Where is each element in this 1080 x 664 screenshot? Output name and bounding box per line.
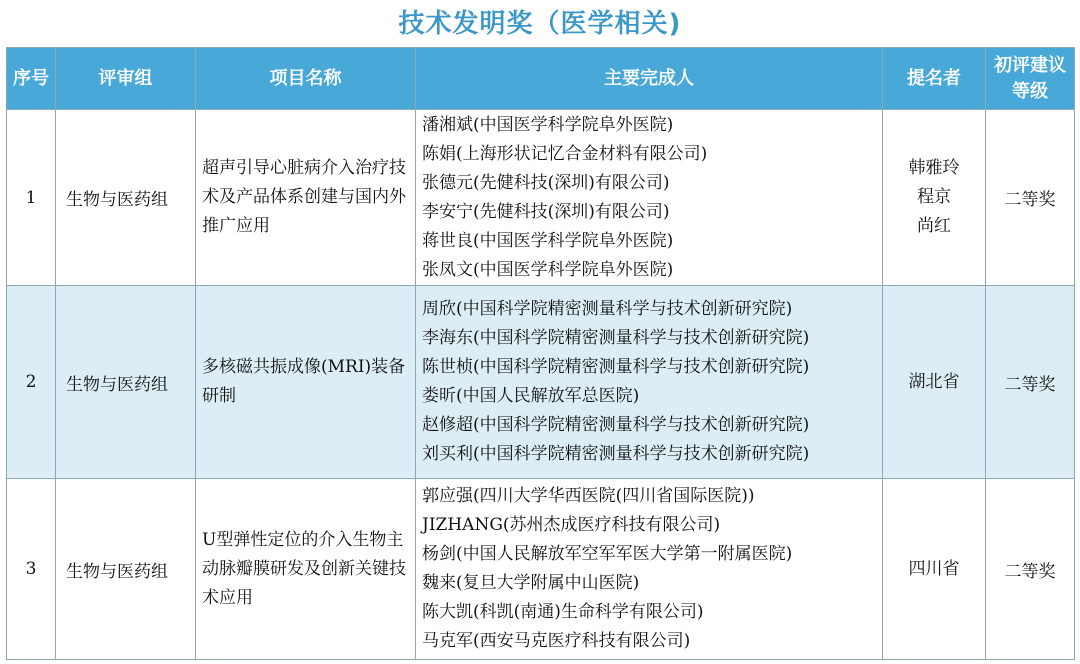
nominator-entry: 韩雅玲 [908, 158, 960, 178]
row-people [416, 479, 883, 660]
person-entry: 张凤文(中国医学科学院阜外医院) [422, 259, 674, 280]
row-group: 生物与医药组 [56, 479, 196, 660]
row-project: 多核磁共振成像(MRI)装备研制 [196, 286, 416, 479]
person-entry: 陈娟(上海形状记忆合金材料有限公司) [422, 143, 708, 164]
person-entry: 杨剑(中国人民解放军空军军医大学第一附属医院) [422, 544, 793, 564]
row-group: 生物与医药组 [56, 110, 196, 286]
header-grade: 初评建议等级 [986, 48, 1075, 110]
row-project: U型弹性定位的介入生物主动脉瓣膜研发及创新关键技术应用 [196, 479, 416, 660]
row-nominator [883, 286, 986, 479]
person-entry: 刘买利(中国科学院精密测量科学与技术创新研究院) [422, 444, 810, 464]
person-entry: 郭应强(四川大学华西医院(四川省国际医院)) [422, 486, 755, 506]
person-entry: JIZHANG(苏州杰成医疗科技有限公司) [422, 515, 721, 535]
row-index: 1 [7, 110, 56, 286]
person-entry: 张德元(先健科技(深圳)有限公司) [422, 172, 670, 193]
header-nominator: 提名者 [883, 48, 986, 110]
person-entry: 娄昕(中国人民解放军总医院) [422, 386, 640, 406]
header-group: 评审组 [56, 48, 196, 110]
row-people [416, 286, 883, 479]
table-row [7, 110, 1075, 286]
person-entry: 陈世桢(中国科学院精密测量科学与技术创新研究院) [422, 357, 810, 377]
row-group: 生物与医药组 [56, 286, 196, 479]
row-index: 2 [7, 286, 56, 479]
nominator-entry: 湖北省 [908, 371, 960, 392]
page-title: 技术发明奖（医学相关) [398, 9, 682, 39]
person-entry: 李海东(中国科学院精密测量科学与技术创新研究院) [422, 328, 810, 348]
header-project: 项目名称 [196, 48, 416, 110]
row-people [416, 110, 883, 286]
person-entry: 陈大凯(科凯(南通)生命科学有限公司) [422, 602, 704, 622]
table-header-row [7, 48, 1075, 110]
header-index: 序号 [7, 48, 56, 110]
award-table [6, 47, 1075, 660]
person-entry: 魏来(复旦大学附属中山医院) [422, 573, 640, 593]
person-entry: 潘湘斌(中国医学科学院阜外医院) [422, 114, 674, 135]
table-row [7, 286, 1075, 479]
row-grade: 二等奖 [986, 479, 1075, 660]
nominator-entry: 四川省 [908, 558, 960, 579]
row-nominator [883, 479, 986, 660]
row-index: 3 [7, 479, 56, 660]
person-entry: 李安宁(先健科技(深圳)有限公司) [422, 201, 670, 222]
person-entry: 马克军(西安马克医疗科技有限公司) [422, 631, 691, 651]
person-entry: 蒋世良(中国医学科学院阜外医院) [422, 230, 674, 251]
header-people: 主要完成人 [416, 48, 883, 110]
nominator-entry: 程京 [917, 187, 951, 207]
nominator-entry: 尚红 [917, 216, 951, 236]
person-entry: 周欣(中国科学院精密测量科学与技术创新研究院) [422, 299, 793, 319]
person-entry: 赵修超(中国科学院精密测量科学与技术创新研究院) [422, 415, 810, 435]
row-project: 超声引导心脏病介入治疗技术及产品体系创建与国内外推广应用 [196, 110, 416, 286]
row-grade: 二等奖 [986, 286, 1075, 479]
table-row [7, 479, 1075, 660]
row-grade: 二等奖 [986, 110, 1075, 286]
row-nominator [883, 110, 986, 286]
